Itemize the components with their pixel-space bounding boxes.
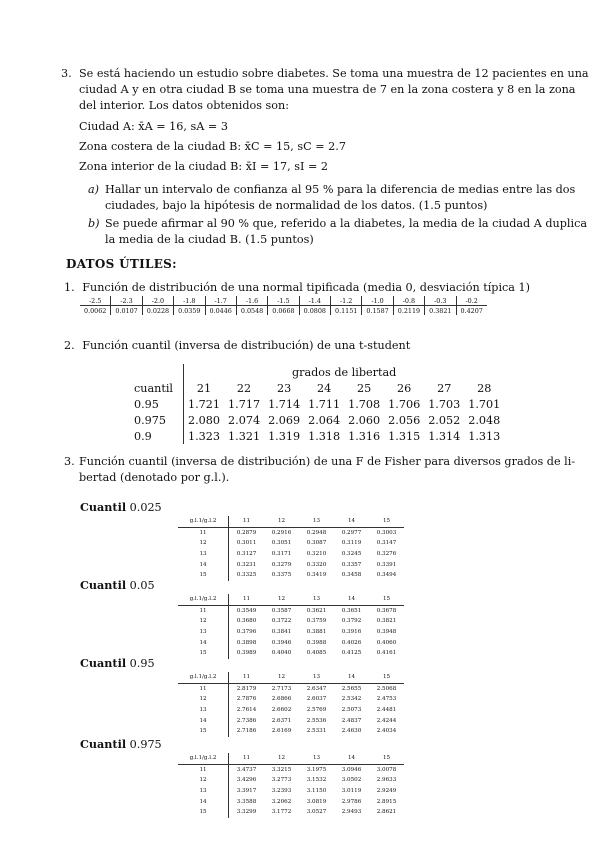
t-value-cell: 2.056 (388, 413, 421, 427)
f-row (178, 786, 404, 797)
f-value-cell: 0.3549 (236, 607, 257, 614)
f-corner: g.l.1/g.l.2 (178, 594, 229, 605)
f-value-cell: 2.7173 (271, 685, 292, 692)
f-row (178, 648, 404, 659)
f-header-row (178, 516, 404, 527)
normal-p-cell: 0.1151 (331, 306, 362, 316)
f-row-header: 11 (178, 527, 229, 538)
f-header-row (178, 672, 404, 683)
part-b (88, 216, 587, 248)
t-value-cell: 1.315 (388, 429, 421, 443)
f-row (178, 627, 404, 638)
item-number: 1. (64, 281, 75, 294)
f-value-cell: 2.4837 (341, 717, 362, 724)
f-value-cell: 3.0078 (376, 766, 397, 773)
normal-p-cell: 0.0668 (268, 306, 299, 316)
part-a-label: a) (88, 183, 100, 196)
normal-table (80, 296, 487, 315)
t-student-table (130, 364, 504, 444)
f-col-header: 13 (299, 516, 334, 527)
f-row-header: 11 (178, 764, 229, 775)
t-row (130, 428, 504, 444)
f-row (178, 527, 404, 538)
f-row (178, 775, 404, 786)
f-table-title (80, 737, 162, 751)
normal-x-cell: -1.2 (331, 296, 362, 306)
t-value-cell: 2.048 (468, 413, 501, 427)
f-title-word: Cuantil (80, 578, 127, 592)
t-value-cell: 1.319 (268, 429, 301, 443)
normal-x-cell: -2.0 (142, 296, 173, 306)
f-col-header: 13 (299, 672, 334, 683)
f-value-cell: 0.3621 (306, 607, 327, 614)
f-row-header: 14 (178, 796, 229, 807)
t-value-cell: 1.318 (308, 429, 341, 443)
f-value-cell: 3.2062 (271, 798, 292, 805)
f-row (178, 796, 404, 807)
f-value-cell: 0.2879 (236, 529, 257, 536)
f-col-header: 11 (229, 516, 265, 527)
f-row (178, 605, 404, 616)
f-value-cell: 2.6169 (271, 728, 292, 735)
f-value-cell: 2.7186 (236, 728, 257, 735)
datos-item-1 (64, 280, 530, 296)
f-value-cell: 2.5073 (341, 707, 362, 714)
normal-x-cell: -1.7 (205, 296, 236, 306)
f-table (178, 753, 404, 818)
t-df-cell: 24 (316, 381, 332, 395)
f-title-word: Cuantil (80, 500, 127, 514)
t-value-cell: 2.064 (308, 413, 341, 427)
f-corner: g.l.1/g.l.2 (178, 672, 229, 683)
f-row-header: 13 (178, 786, 229, 797)
f-row (178, 764, 404, 775)
t-value-cell: 1.703 (428, 397, 461, 411)
f-value-cell: 0.2916 (271, 529, 292, 536)
f-value-cell: 2.4034 (376, 728, 397, 735)
normal-x-cell: -0.2 (456, 296, 487, 306)
normal-x-cell: -1.5 (268, 296, 299, 306)
f-value-cell: 0.3051 (271, 540, 292, 547)
datos-item-2 (64, 338, 410, 354)
f-value-cell: 0.3988 (306, 639, 327, 646)
f-value-cell: 2.6866 (271, 696, 292, 703)
problem-line: ciudad A y en otra ciudad B se toma una muestra de 7 en la zona costera y 8 en la zona (79, 83, 576, 96)
normal-p-cell: 0.1587 (362, 306, 393, 316)
f-row-header: 14 (178, 559, 229, 570)
f-header-row (178, 594, 404, 605)
t-df-cell: 22 (236, 381, 252, 395)
f-value-cell: 0.4161 (376, 650, 397, 657)
item-number: 3. (64, 455, 75, 468)
normal-x-cell: -1.6 (236, 296, 267, 306)
f-title-word: Cuantil (80, 737, 127, 751)
f-corner: g.l.1/g.l.2 (178, 753, 229, 764)
t-df-cell: 25 (357, 381, 372, 395)
f-header-row (178, 753, 404, 764)
f-value-cell: 0.4040 (271, 650, 292, 657)
f-row-header: 13 (178, 627, 229, 638)
f-value-cell: 0.3792 (341, 618, 362, 625)
f-value-cell: 3.0119 (341, 788, 362, 795)
item-text: Función cuantil (inversa de distribución) de una F de Fisher para diversos grados de li- (79, 455, 576, 468)
f-value-cell: 2.5342 (341, 696, 362, 703)
f-value-cell: 0.3276 (376, 551, 397, 558)
f-value-cell: 0.2948 (306, 529, 327, 536)
t-value-cell: 2.074 (228, 413, 261, 427)
t-value-cell: 2.060 (348, 413, 381, 427)
f-value-cell: 0.3357 (341, 561, 362, 568)
normal-x-cell: -2.3 (111, 296, 142, 306)
f-value-cell: 0.3210 (306, 551, 327, 558)
part-b-label: b) (88, 217, 100, 230)
f-value-cell: 3.0502 (341, 777, 362, 784)
f-value-cell: 0.3245 (341, 551, 362, 558)
f-value-cell: 3.0946 (341, 766, 362, 773)
f-title-word: Cuantil (80, 656, 127, 670)
f-col-header: 12 (264, 516, 299, 527)
normal-p-cell: 0.0062 (84, 306, 107, 315)
f-table (178, 516, 404, 581)
t-row (130, 396, 504, 412)
f-value-cell: 0.3325 (236, 572, 257, 579)
t-corner (130, 364, 184, 380)
f-value-cell: 0.3419 (306, 572, 327, 579)
f-value-cell: 3.4296 (236, 777, 257, 784)
f-value-cell: 3.3299 (236, 809, 257, 816)
t-value-cell: 1.721 (188, 397, 221, 411)
f-col-header: 13 (299, 594, 334, 605)
f-value-cell: 0.3651 (341, 607, 362, 614)
t-df-cell: 27 (437, 381, 452, 395)
f-value-cell: 2.9633 (376, 777, 397, 784)
t-quantile-cell: 0.95 (130, 396, 184, 412)
f-value-cell: 2.4244 (376, 717, 397, 724)
f-value-cell: 0.3881 (306, 629, 327, 636)
f-title-level: 0.95 (126, 657, 155, 670)
item-number: 2. (64, 339, 75, 352)
t-value-cell: 1.708 (348, 397, 381, 411)
f-value-cell: 3.1772 (271, 809, 292, 816)
f-value-cell: 3.0527 (306, 809, 327, 816)
f-col-header: 14 (334, 672, 369, 683)
f-value-cell: 2.4481 (376, 707, 397, 714)
f-row-header: 12 (178, 616, 229, 627)
t-df-cell: 26 (397, 381, 412, 395)
t-header: grados de libertad (291, 365, 397, 379)
f-col-header: 15 (369, 753, 404, 764)
f-value-cell: 0.3948 (376, 629, 397, 636)
f-value-cell: 0.2977 (341, 529, 362, 536)
f-value-cell: 3.1150 (306, 788, 327, 795)
f-value-cell: 2.8621 (376, 809, 397, 816)
f-row-header: 12 (178, 538, 229, 549)
t-value-cell: 2.080 (188, 413, 221, 427)
f-value-cell: 0.3011 (236, 540, 257, 547)
f-row-header: 15 (178, 570, 229, 581)
f-col-header: 15 (369, 672, 404, 683)
f-value-cell: 0.3796 (236, 629, 257, 636)
f-value-cell: 2.6347 (306, 685, 327, 692)
item-text: bertad (denotado por g.l.). (79, 471, 230, 484)
normal-p-cell: 0.0228 (142, 306, 173, 316)
normal-p-cell: 0.0548 (236, 306, 267, 316)
f-value-cell: 0.3127 (236, 551, 257, 558)
f-value-cell: 3.2773 (271, 777, 292, 784)
f-value-cell: 3.0819 (306, 798, 327, 805)
t-df-cell: 21 (196, 381, 212, 395)
part-a-line: Hallar un intervalo de confianza al 95 % para la diferencia de medias entre las dos (105, 183, 576, 196)
f-col-header: 11 (229, 672, 265, 683)
t-label: cuantil (130, 380, 184, 396)
f-row (178, 570, 404, 581)
f-value-cell: 0.3279 (271, 561, 292, 568)
f-row (178, 637, 404, 648)
f-row (178, 726, 404, 737)
normal-x-cell: -0.8 (393, 296, 424, 306)
f-col-header: 15 (369, 516, 404, 527)
f-value-cell: 0.3458 (341, 572, 362, 579)
f-corner: g.l.1/g.l.2 (178, 516, 229, 527)
f-title-level: 0.025 (126, 501, 162, 514)
f-value-cell: 0.3722 (271, 618, 292, 625)
normal-x-cell: -0.3 (425, 296, 456, 306)
f-value-cell: 2.7876 (236, 696, 257, 703)
normal-x-cell: -1.0 (362, 296, 393, 306)
item-text: Función cuantil (inversa de distribución) de una t-student (82, 339, 411, 352)
part-a-line: ciudades, bajo la hipótesis de normalidad de los datos. (1.5 puntos) (105, 199, 488, 212)
normal-p-cell: 0.0808 (299, 306, 330, 316)
f-value-cell: 0.3821 (376, 618, 397, 625)
t-value-cell: 1.314 (428, 429, 461, 443)
f-col-header: 12 (264, 753, 299, 764)
f-value-cell: 3.1532 (306, 777, 327, 784)
f-col-header: 11 (229, 594, 265, 605)
datos-heading: DATOS ÚTILES: (66, 257, 177, 271)
f-value-cell: 0.3003 (376, 529, 397, 536)
f-value-cell: 0.3841 (271, 629, 292, 636)
f-table-title (80, 500, 162, 514)
part-b-line: la media de la ciudad B. (1.5 puntos) (105, 233, 314, 246)
problem-line: del interior. Los datos obtenidos son: (79, 99, 289, 112)
f-row-header: 15 (178, 648, 229, 659)
normal-p-cell: 0.2119 (393, 306, 424, 316)
f-row-header: 12 (178, 694, 229, 705)
f-row-header: 11 (178, 605, 229, 616)
f-value-cell: 0.3587 (271, 607, 292, 614)
f-col-header: 11 (229, 753, 265, 764)
f-value-cell: 0.3391 (376, 561, 397, 568)
f-value-cell: 2.5536 (306, 717, 327, 724)
problem-line: Se está haciendo un estudio sobre diabetes. Se toma una muestra de 12 pacientes en una (79, 67, 589, 80)
f-row-header: 11 (178, 683, 229, 694)
f-row (178, 683, 404, 694)
f-value-cell: 0.3320 (306, 561, 327, 568)
f-title-level: 0.05 (126, 579, 155, 592)
f-row-header: 13 (178, 549, 229, 560)
f-value-cell: 3.2393 (271, 788, 292, 795)
part-b-line: Se puede afirmar al 90 % que, referido a la diabetes, la media de la ciudad A duplica (105, 217, 588, 230)
t-value-cell: 1.316 (348, 429, 381, 443)
f-value-cell: 0.3916 (341, 629, 362, 636)
f-row-header: 12 (178, 775, 229, 786)
t-value-cell: 1.717 (228, 397, 261, 411)
t-value-cell: 1.706 (388, 397, 421, 411)
f-value-cell: 2.6037 (306, 696, 327, 703)
f-col-header: 15 (369, 594, 404, 605)
f-value-cell: 0.3375 (271, 572, 292, 579)
part-a (88, 182, 575, 214)
f-value-cell: 2.6602 (271, 707, 292, 714)
t-row (130, 412, 504, 428)
f-row-header: 15 (178, 807, 229, 818)
t-value-cell: 1.321 (228, 429, 261, 443)
f-value-cell: 0.3678 (376, 607, 397, 614)
t-value-cell: 1.714 (268, 397, 301, 411)
f-row-header: 14 (178, 715, 229, 726)
f-value-cell: 2.5331 (306, 728, 327, 735)
f-row (178, 549, 404, 560)
t-value-cell: 2.052 (428, 413, 461, 427)
data-city-a: Ciudad A: x̄A = 16, sA = 3 (79, 120, 228, 133)
f-title-level: 0.975 (126, 738, 162, 751)
f-row (178, 807, 404, 818)
t-value-cell: 1.701 (468, 397, 501, 411)
normal-p-cell: 0.3821 (425, 306, 456, 316)
f-value-cell: 0.3759 (306, 618, 327, 625)
f-value-cell: 3.3917 (236, 788, 257, 795)
f-value-cell: 2.6371 (271, 717, 292, 724)
t-value-cell: 1.323 (188, 429, 221, 443)
f-value-cell: 2.5068 (376, 685, 397, 692)
item-text: Función de distribución de una normal tipificada (media 0, desviación típica 1) (82, 281, 530, 294)
normal-x-cell: -2.5 (80, 296, 111, 306)
datos-item-3 (64, 454, 576, 486)
problem-3 (61, 66, 589, 175)
f-col-header: 14 (334, 753, 369, 764)
f-row-header: 15 (178, 726, 229, 737)
f-value-cell: 2.7386 (236, 717, 257, 724)
f-value-cell: 3.4737 (236, 766, 257, 773)
f-table (178, 594, 404, 659)
f-value-cell: 2.8915 (376, 798, 397, 805)
f-value-cell: 2.4753 (376, 696, 397, 703)
t-value-cell: 2.069 (268, 413, 301, 427)
f-value-cell: 2.5655 (341, 685, 362, 692)
f-value-cell: 3.1975 (306, 766, 327, 773)
f-table (178, 672, 404, 737)
normal-p-cell: 0.0359 (174, 306, 205, 316)
f-value-cell: 3.3215 (271, 766, 292, 773)
f-value-cell: 0.3946 (271, 639, 292, 646)
f-col-header: 14 (334, 516, 369, 527)
normal-p-cell: 0.0446 (205, 306, 236, 316)
f-value-cell: 2.9249 (376, 788, 397, 795)
data-interior-b: Zona interior de la ciudad B: x̄I = 17, sI = 2 (79, 160, 329, 173)
problem-number: 3. (61, 67, 72, 80)
t-value-cell: 1.313 (468, 429, 501, 443)
f-row (178, 559, 404, 570)
f-value-cell: 0.4125 (341, 650, 362, 657)
f-row-header: 14 (178, 637, 229, 648)
f-value-cell: 0.4060 (376, 639, 397, 646)
data-coastal-b: Zona costera de la ciudad B: x̄C = 15, sC = 2.7 (79, 140, 346, 153)
f-value-cell: 0.3087 (306, 540, 327, 547)
f-col-header: 12 (264, 672, 299, 683)
f-row (178, 694, 404, 705)
f-row (178, 705, 404, 716)
f-value-cell: 0.3680 (236, 618, 257, 625)
t-df-cell: 28 (477, 381, 492, 395)
f-row-header: 13 (178, 705, 229, 716)
f-table-title (80, 578, 155, 592)
t-value-cell: 1.711 (308, 397, 341, 411)
f-row (178, 616, 404, 627)
f-value-cell: 2.5769 (306, 707, 327, 714)
f-value-cell: 0.4085 (306, 650, 327, 657)
f-value-cell: 0.3147 (376, 540, 397, 547)
f-row (178, 715, 404, 726)
f-value-cell: 0.4026 (341, 639, 362, 646)
f-table-title (80, 656, 155, 670)
normal-x-cell: -1.4 (299, 296, 330, 306)
f-value-cell: 2.7614 (236, 707, 257, 714)
f-value-cell: 2.4630 (341, 728, 362, 735)
f-value-cell: 2.9493 (341, 809, 362, 816)
f-value-cell: 2.8179 (236, 685, 257, 692)
normal-x-cell: -1.8 (174, 296, 205, 306)
f-col-header: 13 (299, 753, 334, 764)
f-value-cell: 3.3588 (236, 798, 257, 805)
f-row (178, 538, 404, 549)
f-col-header: 12 (264, 594, 299, 605)
f-value-cell: 0.3898 (236, 639, 257, 646)
normal-p-cell: 0.4207 (456, 306, 487, 316)
normal-p-cell: 0.0107 (111, 306, 142, 316)
f-value-cell: 0.3231 (236, 561, 257, 568)
t-quantile-cell: 0.9 (130, 428, 184, 444)
f-value-cell: 2.9786 (341, 798, 362, 805)
f-value-cell: 0.3494 (376, 572, 397, 579)
t-df-cell: 23 (276, 381, 292, 395)
f-col-header: 14 (334, 594, 369, 605)
f-value-cell: 0.3171 (271, 551, 292, 558)
f-value-cell: 0.3989 (236, 650, 257, 657)
f-value-cell: 0.3119 (341, 540, 362, 547)
t-quantile-cell: 0.975 (130, 412, 184, 428)
